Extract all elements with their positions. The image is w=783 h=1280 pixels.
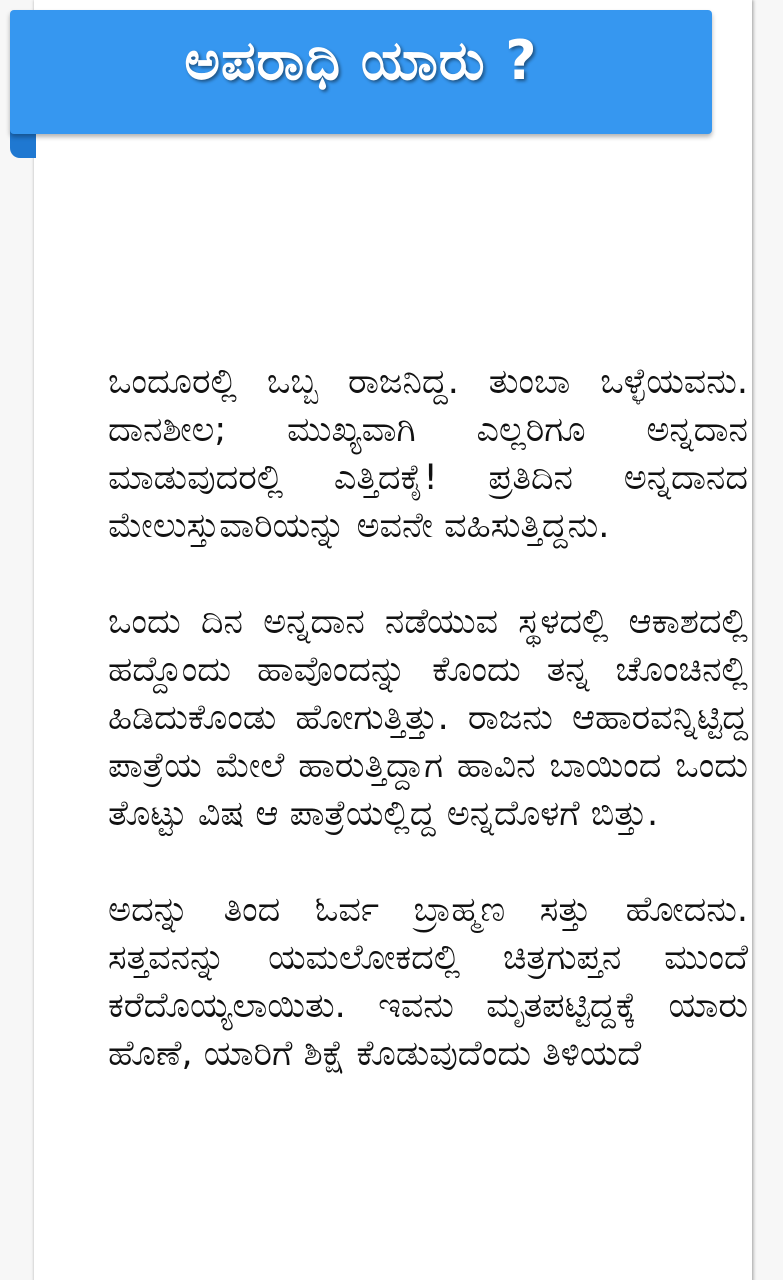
title-banner [10,10,712,134]
story-body [108,358,748,1126]
story-title: ಅಪರಾಧಿ ಯಾರು ? [184,29,538,92]
story-card [34,0,752,1280]
story-paragraph-1: ಒಂದೂರಲ್ಲಿ ಒಬ್ಬ ರಾಜನಿದ್ದ. ತುಂಬಾ ಒಳ್ಳೆಯವನು. ದಾನಶೀಲ; ಮುಖ್ಯವಾಗಿ ಎಲ್ಲರಿಗೂ ಅನ್ನದಾನ ಮಾಡುವುದರಲ್ಲಿ ಎತ್ತಿದಕೈ! ಪ್ರತಿದಿನ ಅನ್ನದಾನದ ಮೇಲುಸ್ತುವಾರಿಯನ್ನು ಅವನೇ ವಹಿಸುತ್ತಿದ್ದನು. [108,362,748,546]
story-paragraph-3: ಅದನ್ನು ತಿಂದ ಓರ್ವ ಬ್ರಾಹ್ಮಣ ಸತ್ತು ಹೋದನು. ಸತ್ತವನನ್ನು ಯಮಲೋಕದಲ್ಲಿ ಚಿತ್ರಗುಪ್ತನ ಮುಂದೆ ಕರೆದೊಯ್ಯಲಾಯಿತು. ಇವನು ಮೃತಪಟ್ಟಿದ್ದಕ್ಕೆ ಯಾರು ಹೊಣೆ, ಯಾರಿಗೆ ಶಿಕ್ಷೆ ಕೊಡುವುದೆಂದು ತಿಳಿಯದೆ [108,890,748,1074]
story-paragraph-2: ಒಂದು ದಿನ ಅನ್ನದಾನ ನಡೆಯುವ ಸ್ಥಳದಲ್ಲಿ ಆಕಾಶದಲ್ಲಿ ಹದ್ದೊಂದು ಹಾವೊಂದನ್ನು ಕೊಂದು ತನ್ನ ಚೊಂಚಿನಲ್ಲಿ ಹಿಡಿದುಕೊಂಡು ಹೋಗುತ್ತಿತ್ತು. ರಾಜನು ಆಹಾರವನ್ನಿಟ್ಟಿದ್ದ ಪಾತ್ರೆಯ ಮೇಲೆ ಹಾರುತ್ತಿದ್ದಾಗ ಹಾವಿನ ಬಾಯಿಂದ ಒಂದು ತೊಟ್ಟು ವಿಷ ಆ ಪಾತ್ರೆಯಲ್ಲಿದ್ದ ಅನ್ನದೊಳಗೆ ಬಿತ್ತು. [108,602,748,834]
